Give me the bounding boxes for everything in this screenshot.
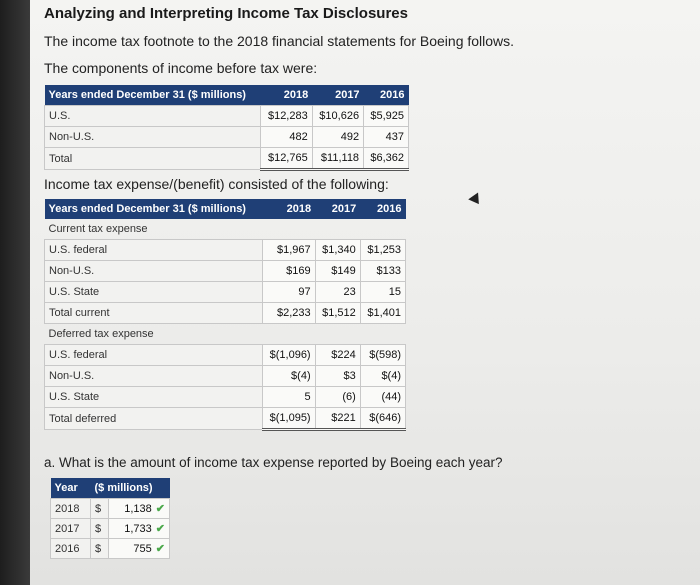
row-label: U.S. federal	[45, 345, 263, 366]
answer-value: 1,733	[124, 523, 152, 535]
cell-value: $169	[262, 261, 315, 282]
table-row	[45, 387, 406, 408]
column-header: 2017	[312, 85, 363, 106]
answer-input[interactable]	[109, 539, 170, 559]
table-row	[45, 345, 406, 366]
cell-value: $(646)	[360, 408, 405, 430]
column-header: 2018	[262, 199, 315, 219]
answer-table	[50, 478, 170, 559]
cell-value: $11,118	[312, 148, 363, 170]
table-header-row	[45, 85, 409, 106]
year-cell: 2018	[51, 499, 91, 519]
table-row	[51, 519, 170, 539]
row-label: Total	[45, 148, 261, 170]
cell-value: $(598)	[360, 345, 405, 366]
intro-text: The income tax footnote to the 2018 financial statements for Boeing follows.	[44, 33, 515, 49]
row-label: Total current	[45, 303, 263, 324]
cell-value: $6,362	[364, 148, 409, 170]
row-label: U.S.	[45, 106, 261, 127]
cell-value: 15	[360, 282, 405, 303]
components-heading: The components of income before tax were:	[44, 60, 318, 76]
cell-value: 437	[364, 127, 409, 148]
column-header: 2018	[261, 85, 312, 106]
expense-heading: Income tax expense/(benefit) consisted of the following:	[44, 176, 389, 192]
cell-value: 492	[312, 127, 363, 148]
checkmark-icon: ✔	[155, 543, 165, 555]
table-row	[45, 148, 409, 170]
cell-value: $1,401	[360, 303, 405, 324]
cell-value: $(1,096)	[262, 345, 315, 366]
column-header: 2017	[315, 199, 360, 219]
cell-value: $12,765	[261, 148, 312, 170]
section-label: Deferred tax expense	[48, 328, 154, 340]
cell-value: 482	[261, 127, 312, 148]
column-header: 2016	[360, 199, 405, 219]
cell-value: $(4)	[262, 366, 315, 387]
answer-input[interactable]	[109, 519, 170, 539]
table-row	[45, 127, 409, 148]
table-row	[45, 408, 406, 430]
cell-value: 5	[262, 387, 315, 408]
year-cell: 2016	[51, 539, 91, 559]
year-cell: 2017	[51, 519, 91, 539]
table-row	[51, 499, 170, 519]
answer-value: 755	[133, 543, 152, 555]
section-row	[45, 219, 406, 240]
cell-value: $1,967	[262, 240, 315, 261]
cell-value: 23	[315, 282, 360, 303]
cell-value: $133	[360, 261, 405, 282]
table-row	[45, 240, 406, 261]
cell-value: 97	[262, 282, 315, 303]
answer-input[interactable]	[109, 499, 170, 519]
mouse-cursor-icon	[468, 192, 484, 207]
checkmark-icon: ✔	[155, 503, 165, 515]
cell-value: (44)	[360, 387, 405, 408]
cell-value: $1,253	[360, 240, 405, 261]
currency-cell: $	[91, 539, 109, 559]
section-row	[45, 324, 406, 345]
table-header-row	[45, 199, 406, 219]
table-header-row	[51, 478, 170, 499]
table-row	[45, 261, 406, 282]
cell-value: $12,283	[261, 106, 312, 127]
row-label: U.S. State	[45, 282, 263, 303]
cell-value: $149	[315, 261, 360, 282]
cell-value: $1,512	[315, 303, 360, 324]
currency-cell: $	[91, 519, 109, 539]
column-header: Years ended December 31 ($ millions)	[45, 199, 263, 219]
column-header: 2016	[364, 85, 409, 106]
page-title: Analyzing and Interpreting Income Tax Disclosures	[44, 5, 408, 22]
table-row	[51, 539, 170, 559]
cell-value: (6)	[315, 387, 360, 408]
table-row	[45, 106, 409, 127]
row-label: Non-U.S.	[45, 261, 263, 282]
income-before-tax-table	[44, 85, 409, 171]
row-label: U.S. State	[45, 387, 263, 408]
cell-value: $2,233	[262, 303, 315, 324]
cell-value: $10,626	[312, 106, 363, 127]
cell-value: $(4)	[360, 366, 405, 387]
row-label: Total deferred	[45, 408, 263, 430]
table-row	[45, 282, 406, 303]
section-label: Current tax expense	[48, 223, 148, 235]
row-label: Non-U.S.	[45, 366, 263, 387]
row-label: Non-U.S.	[45, 127, 261, 148]
income-tax-expense-table	[44, 199, 406, 431]
column-header: Year	[51, 478, 91, 499]
currency-cell: $	[91, 499, 109, 519]
cell-value: $5,925	[364, 106, 409, 127]
cell-value: $221	[315, 408, 360, 430]
cell-value: $1,340	[315, 240, 360, 261]
checkmark-icon: ✔	[155, 523, 165, 535]
cell-value: $(1,095)	[262, 408, 315, 430]
question-text: a. What is the amount of income tax expense reported by Boeing each year?	[44, 455, 503, 470]
answer-value: 1,138	[124, 503, 152, 515]
table-row	[45, 303, 406, 324]
column-header: Years ended December 31 ($ millions)	[45, 85, 261, 106]
column-header: ($ millions)	[91, 478, 170, 499]
row-label: U.S. federal	[45, 240, 263, 261]
cell-value: $224	[315, 345, 360, 366]
table-row	[45, 366, 406, 387]
cell-value: $3	[315, 366, 360, 387]
screen-bezel	[0, 0, 30, 585]
